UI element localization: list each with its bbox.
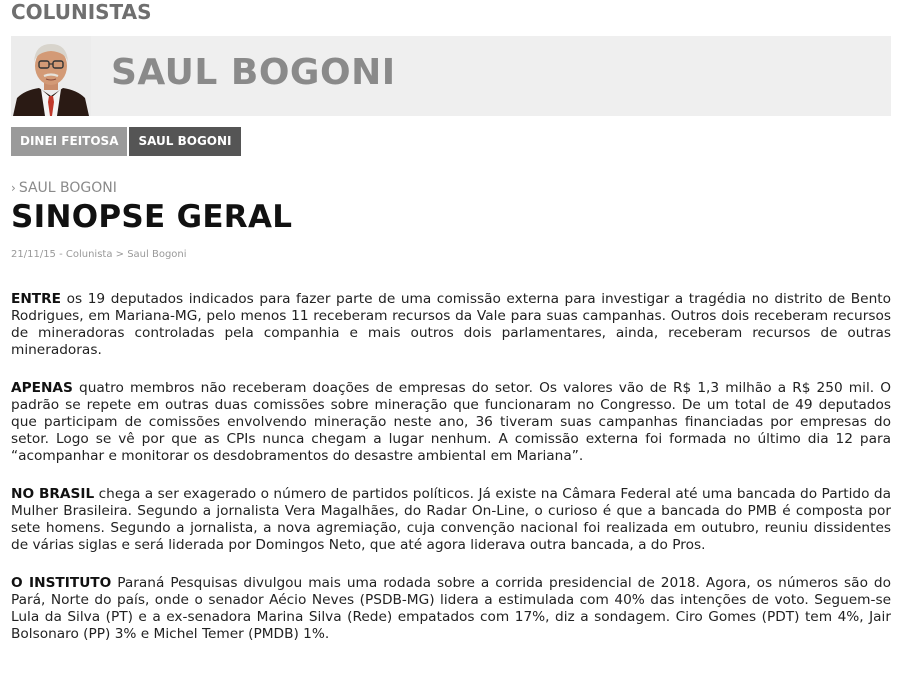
paragraph-text: os 19 deputados indicados para fazer parte de uma comissão externa para investigar a tragédia no distrito de Bento Rodrigues, em Mariana-MG, pelo menos 11 receberam recursos da Vale para suas campanhas. Outros dois receberam recursos de mineradoras controladas pela companhia e mais outros dois parlamentares, ainda, receberam recursos de outras mineradoras. [11, 291, 891, 358]
paragraph-text: Paraná Pesquisas divulgou mais uma rodada sobre a corrida presidencial de 2018. Agora, os números são do Pará, Norte do país, onde o senador Aécio Neves (PSDB-MG) lidera a estimulada com 40% das intenções de voto. Seguem-se Lula da Silva (PT) e a ex-senadora Marina Silva (Rede) empatados com 17%, diz a sondagem. Ciro Gomes (PDT) tem 4%, Jair Bolsonaro (PP) 3% e Michel Temer (PMDB) 1%. [11, 575, 891, 642]
article-meta: 21/11/15 - Colunista > Saul Bogoni [11, 249, 187, 260]
avatar-photo-icon [11, 36, 91, 116]
paragraph-lead: APENAS [11, 380, 73, 396]
paragraph-text: quatro membros não receberam doações de empresas do setor. Os valores vão de R$ 1,3 milhão a R$ 250 mil. O padrão se repete em outras duas comissões sobre mineração que funcionaram no Congresso. De um total de 49 deputados que participam de comissões envolvendo mineração neste ano, 36 tiveram suas campanhas financiadas por empresas do setor. Logo se vê por que as CPIs nunca chegam a lugar nenhum. A comissão externa foi formada no último dia 12 para “acompanhar e monitorar os desdobramentos do desastre ambiental em Mariana”. [11, 380, 891, 464]
article-paragraph [11, 575, 891, 643]
tab-saul-bogoni[interactable]: SAUL BOGONI [129, 127, 240, 156]
columnist-name: SAUL BOGONI [111, 52, 396, 93]
paragraph-lead: ENTRE [11, 291, 62, 307]
chevron-right-icon: › [11, 181, 16, 195]
article-body [11, 291, 891, 664]
paragraph-lead: NO BRASIL [11, 486, 95, 502]
paragraph-text: chega a ser exagerado o número de partidos políticos. Já existe na Câmara Federal até uma bancada do Partido da Mulher Brasileira. Segundo a jornalista Vera Magalhães, do Radar On-Line, o curioso é que a bancada do PMB é composta por sete homens. Segundo a jornalista, a nova agremiação, cuja convenção nacional foi realizada em outubro, reuniu dissidentes de várias siglas e será liderada por Domingos Neto, que até agora liderava outra bancada, a do Pros. [11, 486, 891, 553]
article-paragraph [11, 380, 891, 465]
columnist-avatar [11, 36, 91, 116]
article-paragraph [11, 486, 891, 554]
columnist-banner [11, 36, 891, 116]
article-title: SINOPSE GERAL [11, 199, 293, 235]
section-title: COLUNISTAS [11, 0, 152, 24]
article-paragraph [11, 291, 891, 359]
paragraph-lead: O INSTITUTO [11, 575, 112, 591]
breadcrumb [11, 180, 117, 196]
breadcrumb-label[interactable]: SAUL BOGONI [18, 180, 117, 196]
columnist-tabs [11, 127, 241, 156]
tab-dinei-feitosa[interactable]: DINEI FEITOSA [11, 127, 127, 156]
